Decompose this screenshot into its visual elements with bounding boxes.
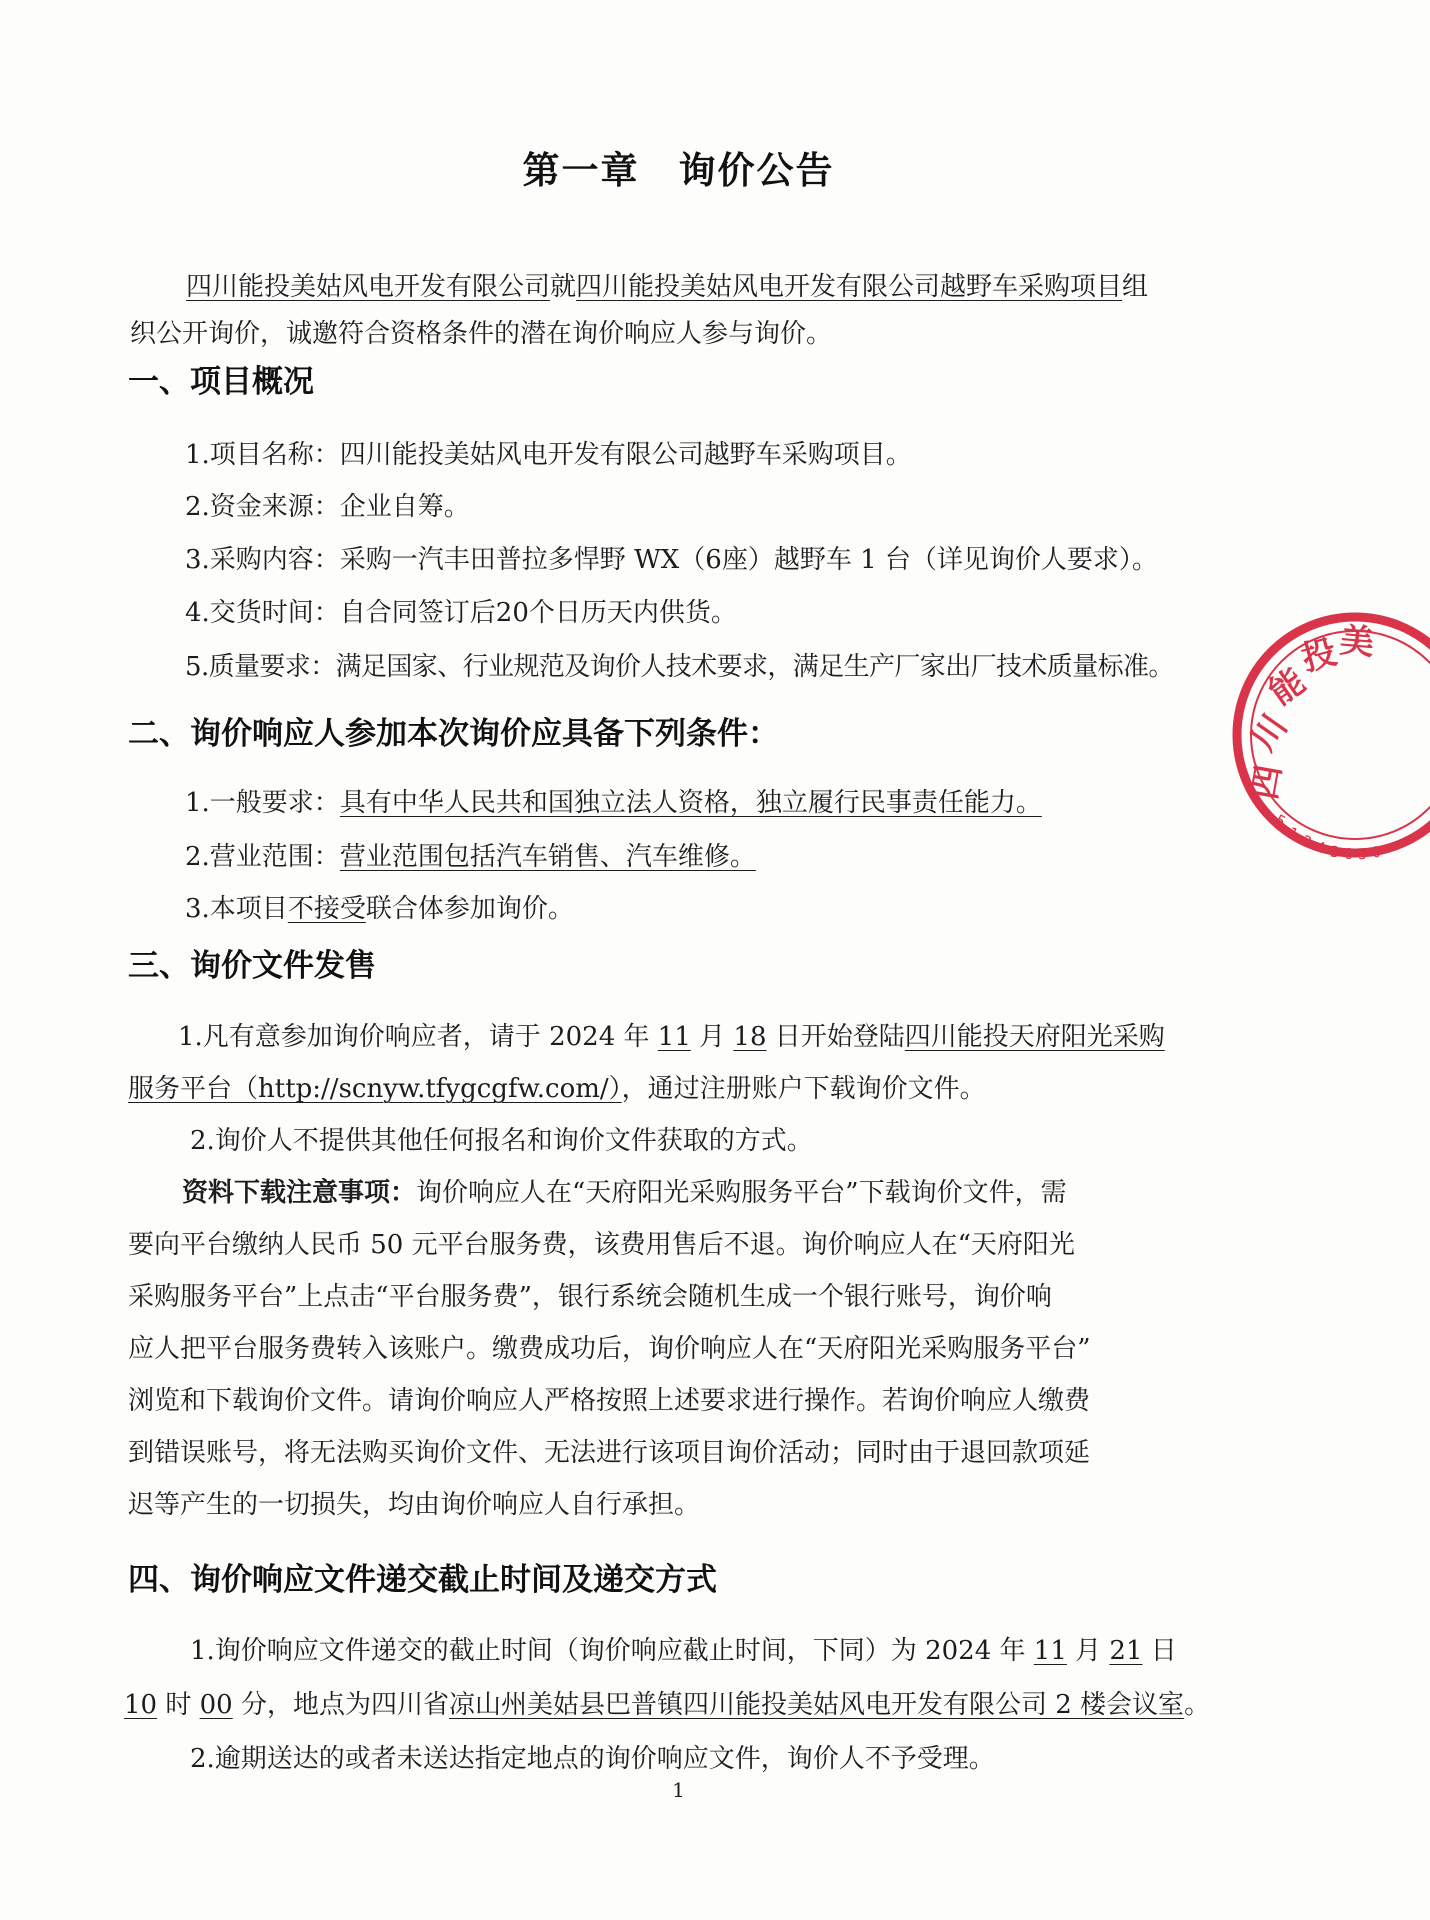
text-run: ，通过注册账户下载询价文件。 bbox=[621, 1074, 986, 1104]
section4-para-1-line-2 bbox=[124, 1688, 1210, 1722]
date-month: 11 bbox=[657, 1022, 691, 1052]
intro-project-name: 四川能投美姑风电开发有限公司越野车采购项目 bbox=[576, 272, 1123, 302]
svg-text:5: 5 bbox=[1357, 844, 1368, 864]
section4-para-1-line-1 bbox=[190, 1634, 1177, 1668]
svg-text:川: 川 bbox=[1243, 707, 1296, 759]
section2-heading: 二、询价响应人参加本次询价应具备下列条件： bbox=[128, 716, 779, 752]
section2-item-1 bbox=[185, 786, 1042, 820]
text-run: 日 bbox=[1142, 1636, 1177, 1666]
time-minute: 00 bbox=[199, 1690, 233, 1720]
svg-text:6: 6 bbox=[1344, 845, 1354, 863]
section1-heading: 一、项目概况 bbox=[128, 364, 314, 400]
section2-item-3-suffix: 联合体参加询价。 bbox=[365, 894, 574, 924]
notice-line-4: 应人把平台服务费转入该账户。缴费成功后，询价响应人在“天府阳光采购服务平台” bbox=[128, 1334, 1091, 1364]
text-run: 时 bbox=[157, 1690, 200, 1720]
text-run: 。 bbox=[1184, 1690, 1211, 1720]
platform-url: 服务平台（http://scnyw.tfygcgfw.com/） bbox=[128, 1074, 622, 1104]
svg-text:1: 1 bbox=[1285, 823, 1301, 844]
text-run: 1.凡有意参加询价响应者，请于 2024 年 bbox=[178, 1022, 658, 1052]
section1-item-1: 1.项目名称：四川能投美姑风电开发有限公司越野车采购项目。 bbox=[185, 440, 912, 470]
company-seal bbox=[1230, 595, 1430, 875]
text-run: 日开始登陆 bbox=[766, 1022, 905, 1052]
svg-text:能: 能 bbox=[1261, 661, 1313, 714]
svg-text:4: 4 bbox=[1314, 837, 1328, 858]
section1-item-2: 2.资金来源：企业自筹。 bbox=[185, 492, 470, 522]
intro-line-1 bbox=[186, 270, 1148, 304]
svg-text:0: 0 bbox=[1370, 842, 1383, 862]
svg-text:投: 投 bbox=[1297, 631, 1341, 680]
section3-para-1-line-2 bbox=[128, 1072, 986, 1106]
section3-para-1-line-1 bbox=[178, 1020, 1165, 1054]
section2-item-3-prefix: 3.本项目 bbox=[185, 894, 288, 924]
section1-item-4: 4.交货时间：自合同签订后20个日历天内供货。 bbox=[185, 598, 737, 628]
section3-para-2: 2.询价人不提供其他任何报名和询价文件获取的方式。 bbox=[190, 1126, 813, 1156]
date-month: 11 bbox=[1033, 1636, 1067, 1666]
svg-text:3: 3 bbox=[1329, 842, 1341, 862]
intro-line1-tail: 组 bbox=[1122, 272, 1149, 302]
svg-text:3: 3 bbox=[1299, 831, 1314, 852]
venue: 凉山州美姑县巴普镇四川能投美姑风电开发有限公司 2 楼会议室 bbox=[448, 1690, 1185, 1720]
date-day: 18 bbox=[733, 1022, 767, 1052]
svg-text:5: 5 bbox=[1271, 810, 1289, 831]
section4-para-2: 2.逾期送达的或者未送达指定地点的询价响应文件，询价人不予受理。 bbox=[190, 1744, 995, 1774]
section1-item-3: 3.采购内容：采购一汽丰田普拉多悍野 WX（6座）越野车 1 台（详见询价人要求）。 bbox=[185, 545, 1158, 575]
notice-line-3: 采购服务平台”上点击“平台服务费”，银行系统会随机生成一个银行账号，询价响 bbox=[128, 1282, 1052, 1312]
intro-line-2: 织公开询价，诚邀符合资格条件的潜在询价响应人参与询价。 bbox=[130, 319, 833, 349]
notice-line-5: 浏览和下载询价文件。请询价响应人严格按照上述要求进行操作。若询价响应人缴费 bbox=[128, 1386, 1091, 1416]
date-day: 21 bbox=[1109, 1636, 1143, 1666]
notice-line-7: 迟等产生的一切损失，均由询价响应人自行承担。 bbox=[128, 1490, 701, 1520]
page-title: 第一章 询价公告 bbox=[522, 149, 835, 192]
notice-line-6: 到错误账号，将无法购买询价文件、无法进行该项目询价活动；同时由于退回款项延 bbox=[128, 1438, 1091, 1468]
section1-item-5: 5.质量要求：满足国家、行业规范及询价人技术要求，满足生产厂家出厂技术质量标准。 bbox=[185, 652, 1174, 682]
page-number: 1 bbox=[672, 1778, 685, 1802]
notice-line-1 bbox=[182, 1176, 1067, 1210]
text-run: 月 bbox=[690, 1022, 734, 1052]
notice-label: 资料下载注意事项： bbox=[182, 1178, 417, 1208]
section2-item-1-underlined: 具有中华人民共和国独立法人资格，独立履行民事责任能力。 bbox=[339, 788, 1042, 818]
time-hour: 10 bbox=[124, 1690, 158, 1720]
notice-text: 询价响应人在“天府阳光采购服务平台”下载询价文件，需 bbox=[416, 1178, 1067, 1208]
section2-item-3-underlined: 不接受 bbox=[287, 894, 366, 924]
section2-item-2-underlined: 营业范围包括汽车销售、汽车维修。 bbox=[339, 842, 756, 872]
text-run: 分，地点为四川省 bbox=[232, 1690, 449, 1720]
svg-text:美: 美 bbox=[1338, 620, 1376, 664]
section2-item-1-prefix: 1.一般要求： bbox=[185, 788, 340, 818]
section2-item-3 bbox=[185, 892, 574, 926]
section3-heading: 三、询价文件发售 bbox=[128, 948, 376, 984]
intro-company: 四川能投美姑风电开发有限公司 bbox=[186, 272, 551, 302]
text-run: 月 bbox=[1066, 1636, 1110, 1666]
section2-item-2 bbox=[185, 840, 756, 874]
svg-text:四: 四 bbox=[1244, 761, 1290, 803]
section4-heading: 四、询价响应文件递交截止时间及递交方式 bbox=[128, 1562, 717, 1598]
intro-connector: 就 bbox=[550, 272, 577, 302]
text-run: 1.询价响应文件递交的截止时间（询价响应截止时间，下同）为 2024 年 bbox=[190, 1636, 1034, 1666]
section2-item-2-prefix: 2.营业范围： bbox=[185, 842, 340, 872]
notice-line-2: 要向平台缴纳人民币 50 元平台服务费，该费用售后不退。询价响应人在“天府阳光 bbox=[128, 1230, 1075, 1260]
platform-name: 四川能投天府阳光采购 bbox=[904, 1022, 1165, 1052]
